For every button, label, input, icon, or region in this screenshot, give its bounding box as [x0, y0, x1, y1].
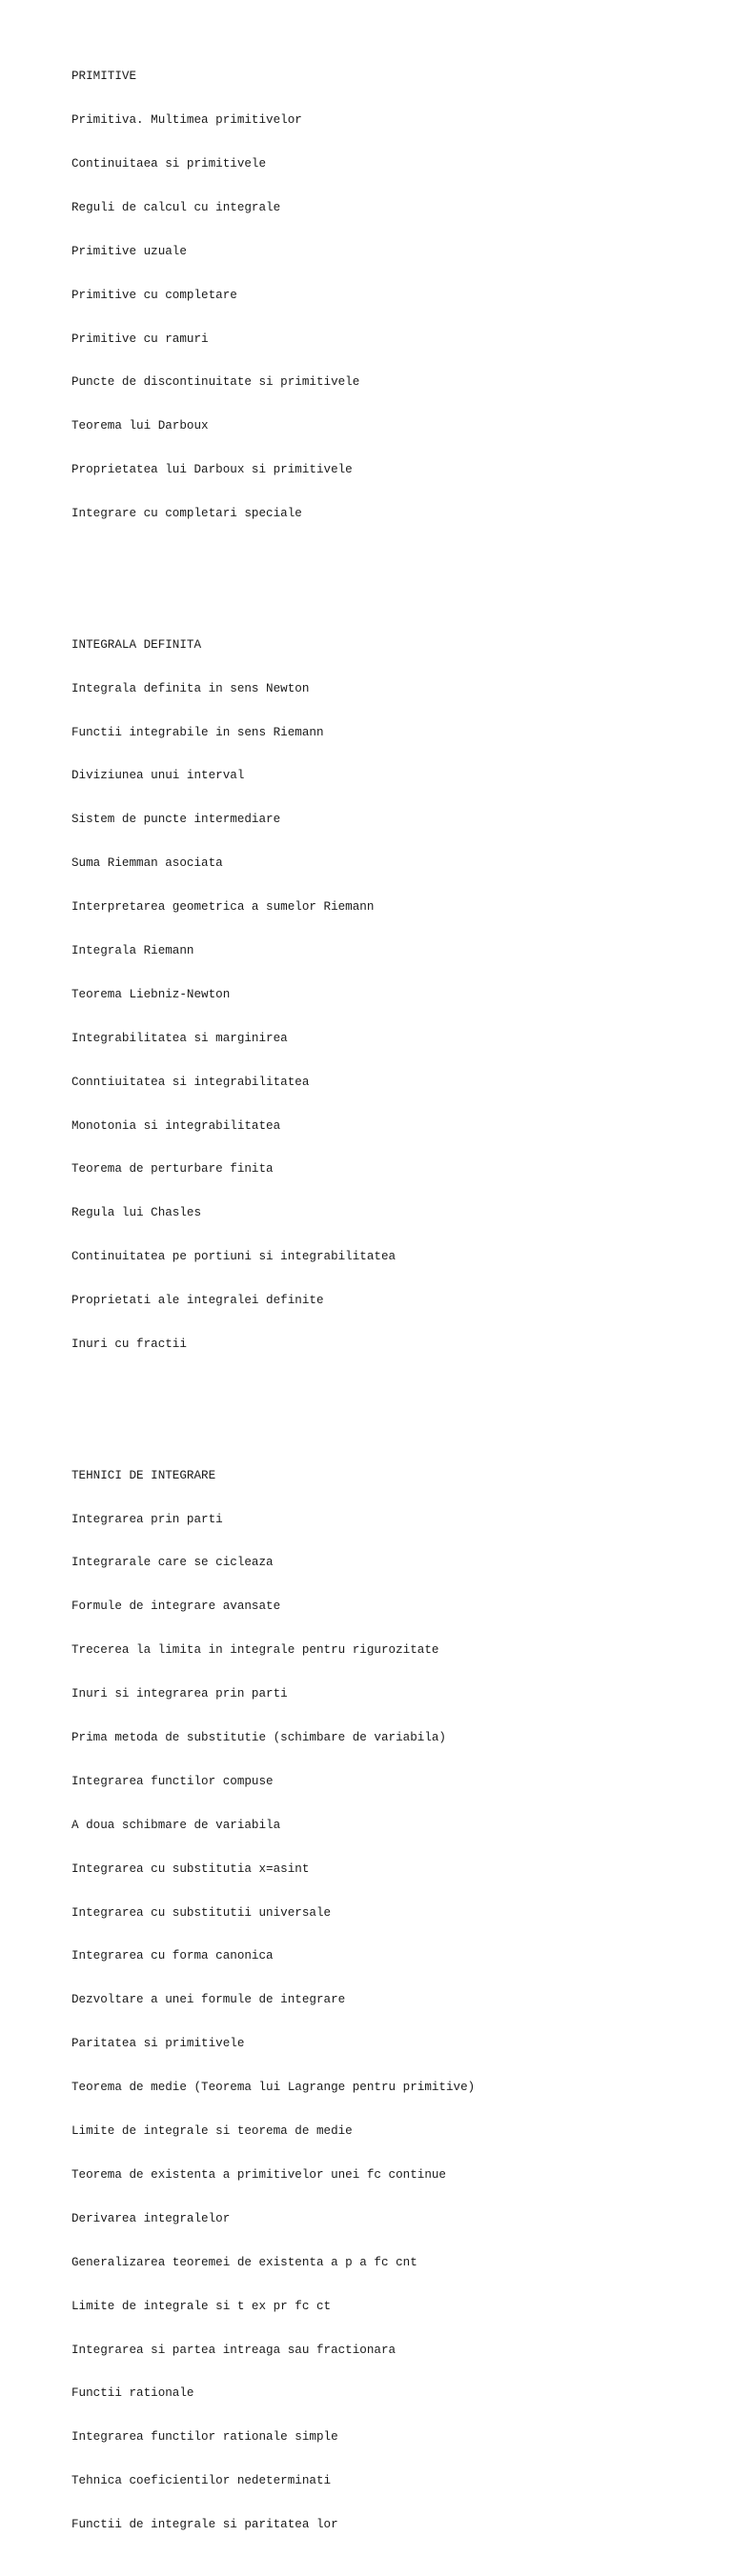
topic-line: Continuitaea si primitivele	[71, 156, 267, 171]
topic-line: Proprietatea lui Darboux si primitivele	[71, 463, 353, 477]
topic-line: Regula lui Chasles	[71, 1206, 202, 1220]
topic-line: Tehnica coeficientilor nedeterminati	[71, 2474, 332, 2488]
section-integrala-definita	[71, 609, 722, 1381]
section-primitive	[71, 41, 722, 551]
topic-line: Proprietati ale integralei definite	[71, 1294, 324, 1308]
topic-line: Reguli de calcul cu integrale	[71, 200, 281, 214]
topic-line: Primitiva. Multimea primitivelor	[71, 113, 302, 128]
topic-line: Primitive cu ramuri	[71, 332, 209, 346]
topic-line: Teorema lui Darboux	[71, 419, 209, 433]
topic-line: Monotonia si integrabilitatea	[71, 1118, 281, 1133]
topic-line: Sistem de puncte intermediare	[71, 813, 281, 827]
section-heading: INTEGRALA DEFINITA	[71, 637, 202, 652]
topic-line: Formule de integrare avansate	[71, 1600, 281, 1614]
topic-line: Integrarea functilor rationale simple	[71, 2430, 338, 2445]
topic-line: Functii rationale	[71, 2386, 194, 2401]
topic-line: Integrala definita in sens Newton	[71, 681, 310, 695]
topic-line: Puncte de discontinuitate si primitivele	[71, 375, 360, 390]
section-heading: PRIMITIVE	[71, 70, 137, 84]
topic-line: Teorema Liebniz-Newton	[71, 987, 231, 1001]
topic-line: Integrabilitatea si marginirea	[71, 1031, 288, 1045]
topic-line: Teorema de perturbare finita	[71, 1162, 274, 1177]
topic-line: Integrala Riemann	[71, 944, 194, 957]
topic-line: Dezvoltare a unei formule de integrare	[71, 1993, 346, 2007]
document-page	[71, 11, 722, 2576]
topic-line: Paritatea si primitivele	[71, 2037, 245, 2051]
topic-line: Conntiuitatea si integrabilitatea	[71, 1075, 310, 1089]
topic-line: Inuri cu fractii	[71, 1338, 187, 1352]
topic-line: Primitive cu completare	[71, 288, 237, 302]
topic-line: Diviziunea unui interval	[71, 769, 245, 783]
topic-line: Derivarea integralelor	[71, 2211, 231, 2225]
topic-line: Inuri si integrarea prin parti	[71, 1687, 288, 1701]
topic-line: Limite de integrale si t ex pr fc ct	[71, 2299, 332, 2313]
section-heading: TEHNICI DE INTEGRARE	[71, 1468, 216, 1482]
topic-line: Functii de integrale si paritatea lor	[71, 2518, 338, 2532]
topic-line: Integrarea functilor compuse	[71, 1774, 274, 1788]
topic-line: Functii integrabile in sens Riemann	[71, 725, 324, 739]
topic-line: A doua schibmare de variabila	[71, 1818, 281, 1832]
topic-line: Trecerea la limita in integrale pentru rigurozitate	[71, 1643, 439, 1658]
topic-line: Continuitatea pe portiuni si integrabilitatea	[71, 1250, 396, 1264]
topic-line: Prima metoda de substitutie (schimbare de variabila)	[71, 1731, 446, 1745]
topic-line: Integrare cu completari speciale	[71, 507, 302, 521]
topic-line: Interpretarea geometrica a sumelor Riemann	[71, 900, 375, 915]
topic-line: Teorema de medie (Teorema lui Lagrange pentru primitive)	[71, 2081, 476, 2095]
topic-line: Teorema de existenta a primitivelor unei fc continue	[71, 2167, 446, 2182]
topic-line: Primitive uzuale	[71, 244, 187, 258]
topic-line: Integrarea si partea intreaga sau fractionara	[71, 2343, 396, 2357]
topic-line: Integrarea cu forma canonica	[71, 1949, 274, 1963]
topic-line: Limite de integrale si teorema de medie	[71, 2124, 353, 2139]
section-tehnici-de-integrare	[71, 1439, 722, 2562]
topic-line: Generalizarea teoremei de existenta a p a fc cnt	[71, 2255, 417, 2269]
topic-line: Integrarea cu substitutia x=asint	[71, 1862, 310, 1876]
topic-line: Integrarea cu substitutii universale	[71, 1905, 332, 1920]
topic-line: Integrarale care se cicleaza	[71, 1556, 274, 1570]
topic-line: Suma Riemman asociata	[71, 856, 223, 871]
topic-line: Integrarea prin parti	[71, 1512, 223, 1526]
